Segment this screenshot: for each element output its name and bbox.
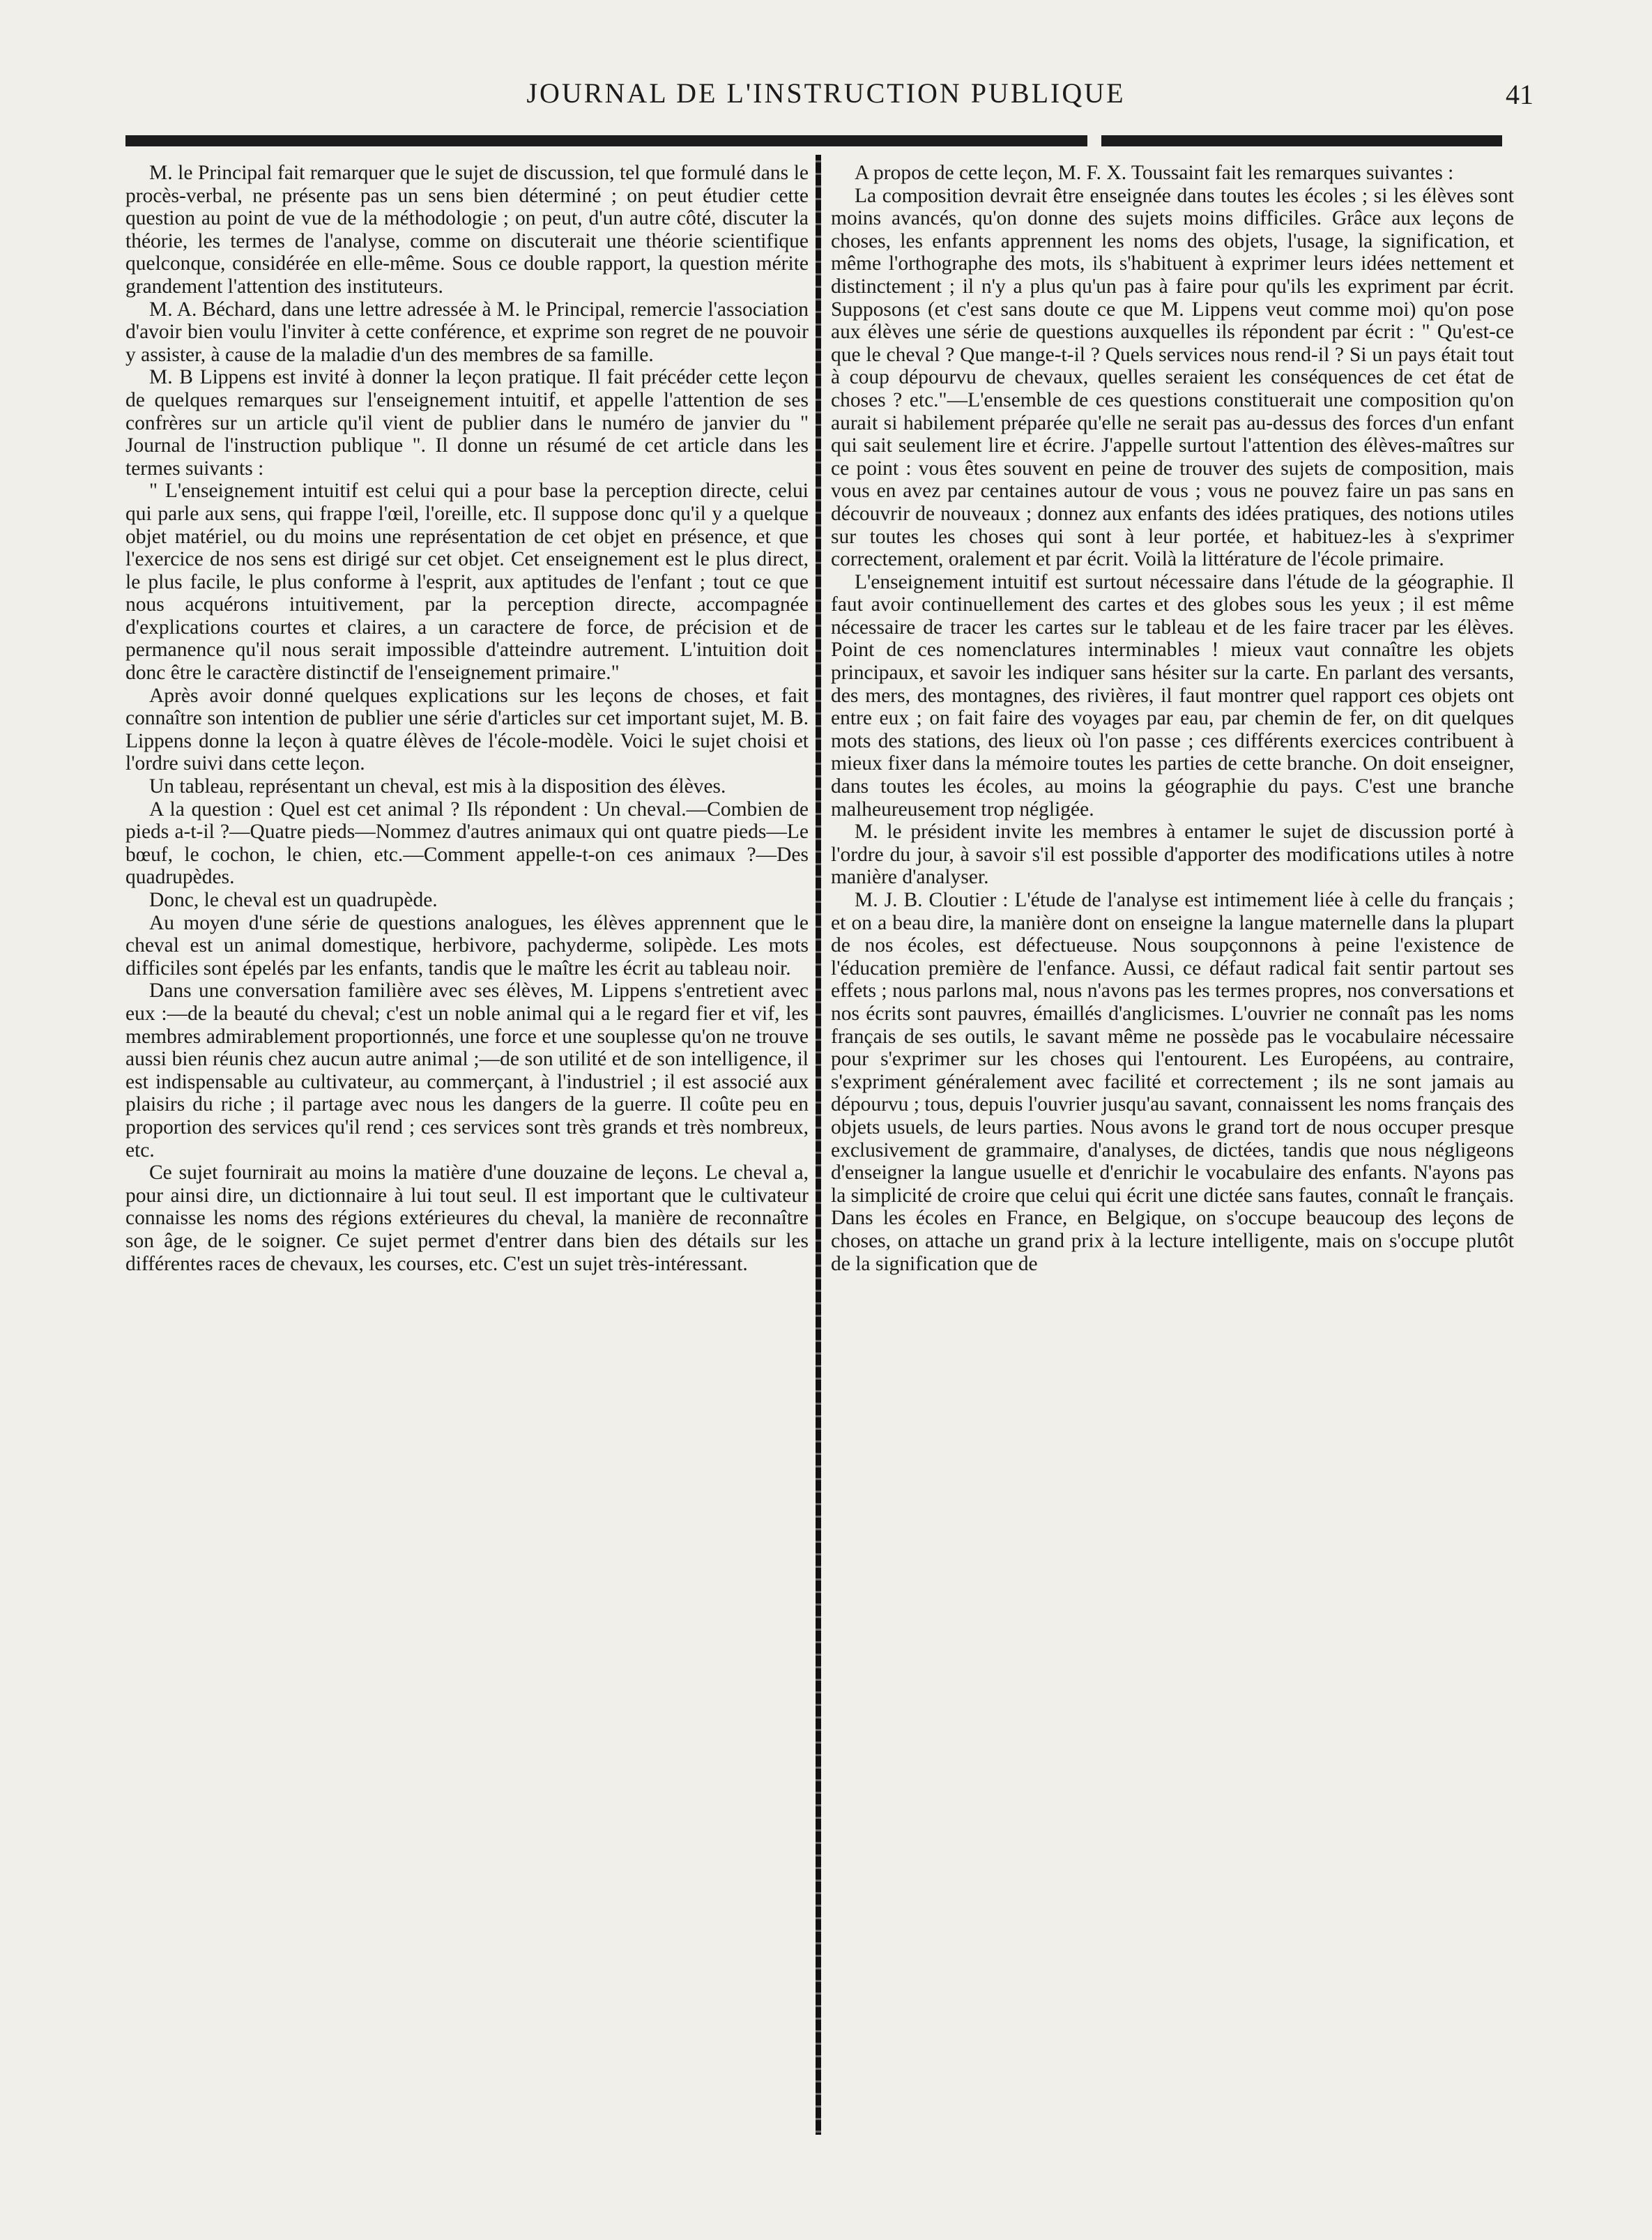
page-number: 41 (1506, 79, 1534, 110)
paragraph: M. le Principal fait remarquer que le sujet de discussion, tel que formulé dans le procès-verbal, ne présente pas un sens bien déterminé ; on peut étudier cette question au point de vue de la méthodologie ; on peut, d'un autre côté, discuter la théorie, les termes de l'analyse, comme on discuterait une théorie scientifique quelconque, considérée en elle-même. Sous ce double rapport, la question mérite grandement l'attention des instituteurs. (125, 162, 809, 298)
paragraph: M. J. B. Cloutier : L'étude de l'analyse est intimement liée à celle du français ; et on a beau dire, la manière dont on enseigne la langue maternelle dans la plupart de nos écoles, est défectueuse. Nous soupçonnons à peine l'existence de l'éducation première de l'enfance. Aussi, ce défaut radical fait sentir partout ses effets ; nous parlons mal, nous n'avons pas les termes propres, nos conversations et nos écrits sont pauvres, émaillés d'anglicismes. L'ouvrier ne connaît pas les noms français de ses outils, le savant même ne possède pas le vocabulaire nécessaire pour s'exprimer sur les choses qui l'entourent. Les Européens, au contraire, s'expriment généralement avec facilité et correctement ; ils ne sont jamais au dépourvu ; tous, depuis l'ouvrier jusqu'au savant, connaissent les noms français des objets usuels, de leurs parties. Nous avons le grand tort de nous occuper presque exclusivement de grammaire, d'analyses, de dictées, tandis que nous négligeons d'enseigner la langue usuelle et d'enrichir le vocabulaire des enfants. N'ayons pas la simplicité de croire que celui qui écrit une dictée sans fautes, connaît le français. Dans les écoles en France, en Belgique, on s'occupe beaucoup des leçons de choses, on attache un grand prix à la lecture intelligente, mais on s'occupe plutôt de la signification que de (831, 889, 1514, 1275)
paragraph: L'enseignement intuitif est surtout nécessaire dans l'étude de la géographie. Il faut avoir continuellement des cartes et des globes sous les yeux ; il est même nécessaire de tracer les cartes sur le tableau et de les faire tracer par les élèves. Point de ces nomenclatures interminables ! mieux vaut connaître les objets principaux, et savoir les indiquer sans hésiter sur la carte. En parlant des versants, des mers, des montagnes, des rivières, il faut montrer quel rapport ces objets ont entre eux ; on fait faire des voyages par eau, par chemin de fer, on dit quelques mots des stations, des lieux où l'on passe ; ces différents exercices contribuent à mieux fixer dans la mémoire toutes les parties de cette branche. On doit enseigner, dans toutes les écoles, au moins la géographie du pays. C'est une branche malheureusement trop négligée. (831, 570, 1514, 821)
paragraph: Au moyen d'une série de questions analogues, les élèves apprennent que le cheval est un animal domestique, herbivore, pachyderme, solipède. Les mots difficiles sont épelés par les enfants, tandis que le maître les écrit au tableau noir. (125, 911, 809, 980)
header-rule-right (1101, 135, 1502, 146)
paragraph: Un tableau, représentant un cheval, est mis à la disposition des élèves. (149, 775, 726, 798)
right-column (831, 162, 1514, 2114)
left-column (125, 162, 809, 2114)
paragraph: La composition devrait être enseignée dans toutes les écoles ; si les élèves sont moins avancés, qu'on donne des sujets moins difficiles. Grâce aux leçons de choses, les enfants apprennent les noms des objets, l'usage, la signification, et même l'orthographe des mots, ils s'habituent à exprimer leurs idées nettement et distinctement ; il n'y a plus qu'un pas à faire pour qu'ils les expriment par écrit. Supposons (et c'est sans doute ce que M. Lippens veut comme moi) qu'on pose aux élèves une série de questions auxquelles ils répondent par écrit : " Qu'est-ce que le cheval ? Que mange-t-il ? Quels services nous rend-il ? Si un pays était tout à coup dépourvu de chevaux, quelles seraient les conséquences de cet état de choses ? etc."—L'ensemble de ces questions constituerait une composition qu'on aurait si habilement préparée qu'elle ne serait pas au-dessus des forces d'un enfant qui sait seulement lire et écrire. J'appelle surtout l'attention des élèves-maîtres sur ce point : vous êtes souvent en peine de trouver des sujets de composition, mais vous en avez par centaines autour de vous ; vous ne pouvez faire un pas sans en découvrir de nouveaux ; donnez aux enfants des idées pratiques, des notions utiles sur toutes les choses qui sont à leur portée, et habituez-les à s'exprimer correctement, oralement et par écrit. Voilà la littérature de l'école primaire. (831, 184, 1514, 571)
paragraph: Donc, le cheval est un quadrupède. (149, 889, 438, 911)
page-header (105, 77, 1547, 125)
paragraph: M. A. Béchard, dans une lettre adressée à M. le Principal, remercie l'association d'avoir bien voulu l'inviter à cette conférence, et exprime son regret de ne pouvoir y assister, à cause de la maladie d'un des membres de sa famille. (125, 298, 809, 366)
paragraph: " L'enseignement intuitif est celui qui a pour base la perception directe, celui qui parle aux sens, qui frappe l'œil, l'oreille, etc. Il suppose donc qu'il y a quelque objet matériel, ou du moins une représentation de cet objet en présence, et que l'exercice de nos sens est dirigé sur cet objet. Cet enseignement est le plus direct, le plus facile, le plus conforme à l'esprit, aux aptitudes de l'enfant ; tout ce que nous acquérons intuitivement, par la perception directe, accompagnée d'explications courtes et claires, a un caractere de force, de précision et de permanence qu'il nous serait impossible d'atteindre autrement. L'intuition doit donc être le caractère distinctif de l'enseignement primaire." (125, 480, 809, 685)
header-rule-left (125, 135, 1087, 146)
paragraph: Dans une conversation familière avec ses élèves, M. Lippens s'entretient avec eux :—de la beauté du cheval; c'est un noble animal qui a le regard fier et vif, les membres admirablement proportionnés, une force et une souplesse qu'on ne trouve aussi bien réunis chez aucun autre animal ;—de son utilité et de son intelligence, il est indispensable au cultivateur, au commerçant, à l'industriel ; il est associé aux plaisirs du riche ; il partage avec nous les dangers de la guerre. Il coûte peu en proportion des services qu'il rend ; ces services sont très grands et très nombreux, etc. (125, 980, 809, 1161)
paragraph: Ce sujet fournirait au moins la matière d'une douzaine de leçons. Le cheval a, pour ainsi dire, un dictionnaire à lui tout seul. Il est important que le cultivateur connaisse les noms des régions extérieures du cheval, la manière de reconnaître son âge, de le soigner. Ce sujet permet d'entrer dans bien des détails sur les différentes races de chevaux, les courses, etc. C'est un sujet très-intéressant. (125, 1161, 809, 1275)
paragraph: A la question : Quel est cet animal ? Ils répondent : Un cheval.—Combien de pieds a-t-il ?—Quatre pieds—Nommez d'autres animaux qui ont quatre pieds—Le bœuf, le cochon, le chien, etc.—Comment appelle-t-on ces animaux ?—Des quadrupèdes. (125, 798, 809, 889)
paragraph: Après avoir donné quelques explications sur les leçons de choses, et fait connaître son intention de publier une série d'articles sur cet important sujet, M. B. Lippens donne la leçon à quatre élèves de l'école-modèle. Voici le sujet choisi et l'ordre suivi dans cette leçon. (125, 684, 809, 775)
paragraph: M. B Lippens est invité à donner la leçon pratique. Il fait précéder cette leçon de quelques remarques sur l'enseignement intuitif, et appelle l'attention de ses confrères sur un article qu'il vient de publier dans le numéro de janvier du " Journal de l'instruction publique ". Il donne un résumé de cet article dans les termes suivants : (125, 366, 809, 480)
paragraph: A propos de cette leçon, M. F. X. Toussaint fait les remarques suivantes : (855, 162, 1454, 184)
journal-title: JOURNAL DE L'INSTRUCTION PUBLIQUE (526, 77, 1126, 109)
paragraph: M. le président invite les membres à entamer le sujet de discussion porté à l'ordre du jour, à savoir s'il est possible d'apporter des modifications utiles à notre manière d'analyser. (831, 821, 1514, 889)
column-divider (816, 155, 821, 2135)
